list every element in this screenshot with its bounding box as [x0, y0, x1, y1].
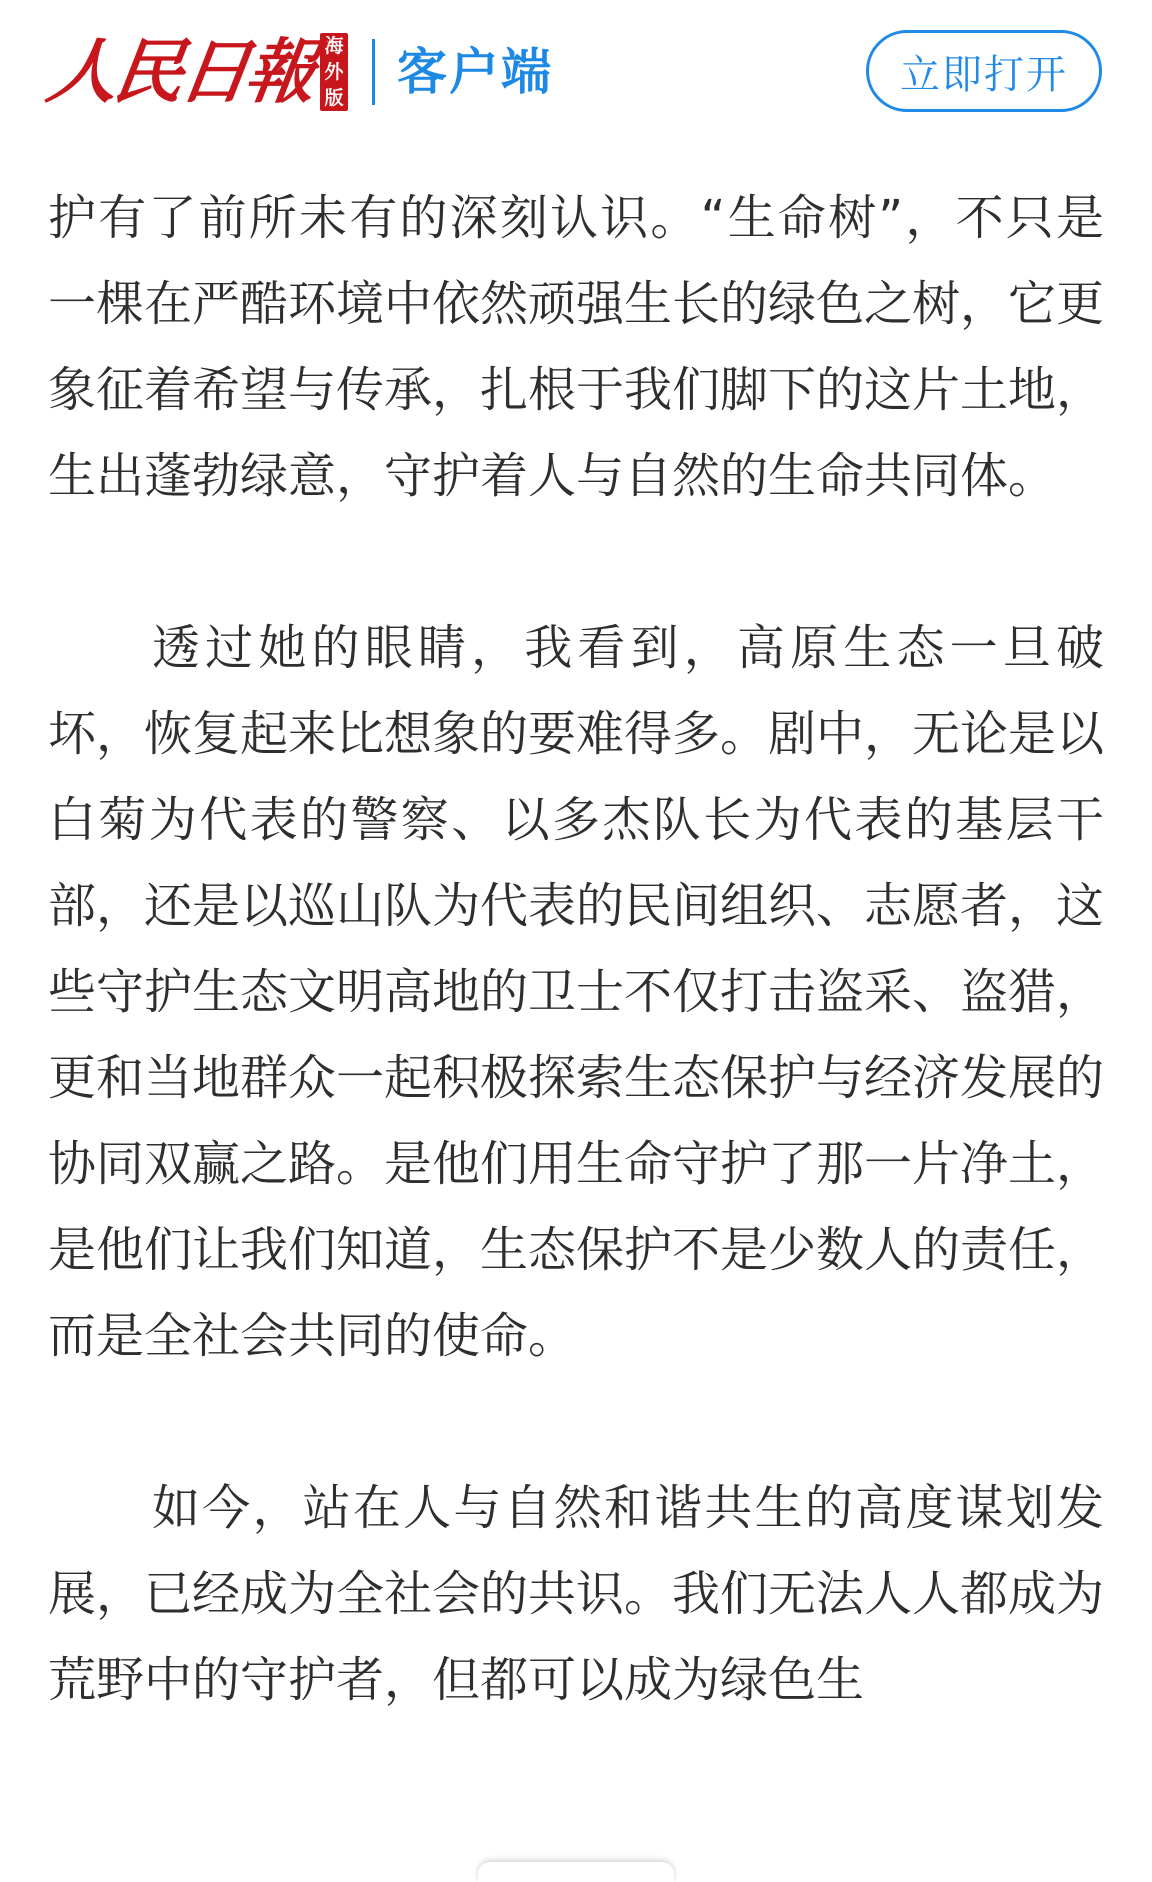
logo-wordmark: 人民日報 — [42, 30, 318, 113]
article-paragraph: 如今，站在人与自然和谐共生的高度谋划发展，已经成为全社会的共识。我们无法人人都成为荒野中的守护者，但都可以成为绿色生 — [48, 1480, 1105, 1708]
people-daily-logo[interactable] — [42, 30, 553, 114]
article-paragraph: 透过她的眼睛，我看到，高原生态一旦破坏，恢复起来比想象的要难得多。剧中，无论是以白菊为代表的警察、以多杰队长为代表的基层干部，还是以巡山队为代表的民间组织、志愿者，这些守护生态文明高地的卫士不仅打击盗采、盗猎，更和当地群众一起积极探索生态保护与经济发展的协同双赢之路。是他们用生命守护了那一片净土，是他们让我们知道，生态保护不是少数人的责任，而是全社会共同的使命。 — [48, 620, 1105, 1364]
article-body — [48, 175, 1104, 1809]
open-app-button[interactable]: 立即打开 — [866, 30, 1102, 112]
client-label: 客户端 — [397, 43, 553, 101]
article-paragraph: 护有了前所未有的深刻认识。“生命树”，不只是一棵在严酷环境中依然顽强生长的绿色之树，它更象征着希望与传承，扎根于我们脚下的这片土地，生出蓬勃绿意，守护着人与自然的生命共同体。 — [48, 190, 1105, 504]
logo-divider — [372, 39, 375, 105]
badge-char: 海 — [324, 35, 344, 57]
bottom-sheet-handle[interactable] — [478, 1862, 674, 1882]
badge-char: 版 — [324, 87, 344, 109]
badge-char: 外 — [324, 61, 344, 83]
app-header — [0, 0, 1152, 150]
overseas-edition-badge — [320, 33, 348, 111]
